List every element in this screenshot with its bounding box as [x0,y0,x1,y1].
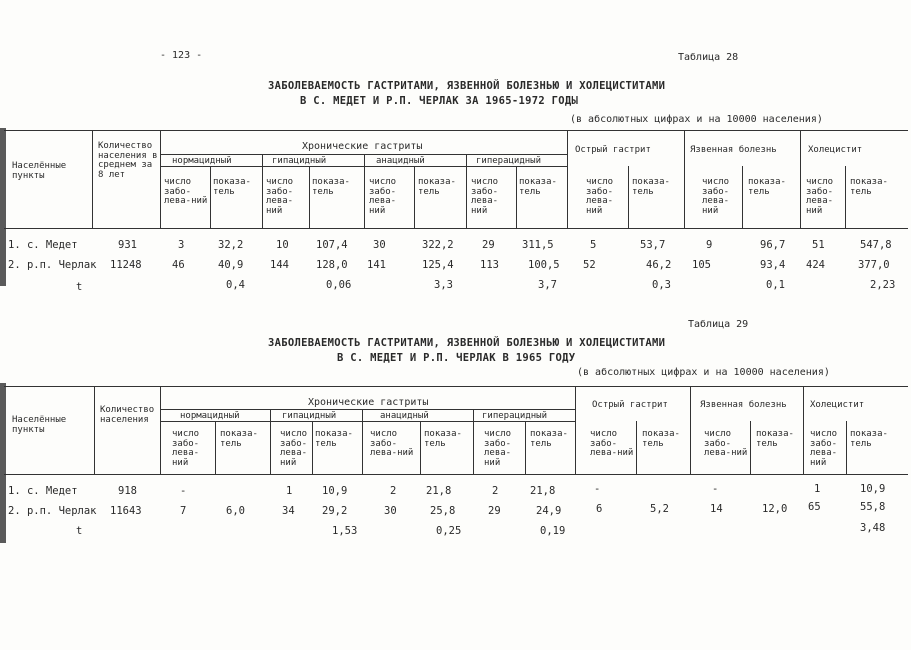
subheader-rate: показа-тель [850,429,888,449]
table-28-note: (в абсолютных цифрах и на 10000 населения) [570,114,823,125]
subheader-cases: число забо-лева-ний [164,177,208,206]
cell: 21,8 [530,485,556,497]
subheader-rate: показа-тель [418,177,456,197]
subheader-rate: показа-тель [312,177,350,197]
header-normacid: нормацидный [180,411,240,421]
table-28-title-line1: ЗАБОЛЕВАЕМОСТЬ ГАСТРИТАМИ, ЯЗВЕННОЙ БОЛЕЗНЬЮ И ХОЛЕЦИСТИТАМИ [268,80,666,92]
header-normacid: нормацидный [172,156,232,166]
cell: - [594,483,601,495]
header-settlements: Населённые пункты [12,415,67,435]
header-peptic-ulcer: Язвенная болезнь [690,145,777,155]
t-value: 0,25 [436,525,462,537]
cell: 6 [596,503,603,515]
subheader-rate: показа-тель [748,177,786,197]
subheader-rate: показа-тель [213,177,251,197]
cell: 3 [178,239,185,251]
cell: 30 [373,239,386,251]
subheader-rate: показа-тель [850,177,888,197]
cell: 40,9 [218,259,244,271]
row-pop-medet: 931 [118,239,137,251]
cell: 141 [367,259,386,271]
t-statistic-label: t [76,525,83,537]
t-value: 0,4 [226,279,245,291]
row-pop-cherlak: 11248 [110,259,142,271]
subheader-rate: показа-тель [632,177,670,197]
cell: 2 [390,485,397,497]
subheader-cases: число забо-лева-ний [471,177,499,216]
cell: 424 [806,259,825,271]
cell: 12,0 [762,503,788,515]
cell: 10,9 [860,483,886,495]
subheader-cases: число забо-лева-ний [810,429,838,468]
cell: 53,7 [640,239,666,251]
cell: 29 [488,505,501,517]
subheader-cases: число забо-лева-ний [370,429,414,458]
subheader-rate: показа-тель [519,177,557,197]
header-anacid: анацидный [376,156,425,166]
cell: 311,5 [522,239,554,251]
row-name-cherlak: 2. р.п. Черлак [8,505,97,517]
cell: 377,0 [858,259,890,271]
page-number: - 123 - [160,50,203,61]
subheader-rate: показа-тель [756,429,794,449]
row-name-cherlak: 2. р.п. Черлак [8,259,97,271]
cell: 46,2 [646,259,672,271]
cell: 2 [492,485,499,497]
header-chronic-gastritis: Хронические гастриты [308,397,429,408]
header-acute-gastritis: Острый гастрит [592,400,668,410]
cell: 5 [590,239,597,251]
cell: 113 [480,259,499,271]
t-value: 0,3 [652,279,671,291]
subheader-cases: число забо-лева-ний [806,177,834,216]
cell: 29 [482,239,495,251]
subheader-cases: число забо-лева-ний [369,177,397,216]
cell: 52 [583,259,596,271]
cell: 24,9 [536,505,562,517]
header-cholecystitis: Холецистит [810,400,865,410]
cell: 322,2 [422,239,454,251]
table-28-label: Таблица 28 [678,52,739,63]
cell: 128,0 [316,259,348,271]
cell: 46 [172,259,185,271]
header-hypacid: гипацидный [272,156,327,166]
t-value: 1,53 [332,525,358,537]
t-statistic-label: t [76,281,83,293]
t-value: 0,06 [326,279,352,291]
subheader-cases: число забо-лева-ний [702,177,730,216]
table-29-label: Таблица 29 [688,319,749,330]
scan-edge [0,128,6,286]
header-settlements: Населённые пункты [12,161,67,181]
subheader-cases: число забо-лева-ний [280,429,308,468]
cell: 29,2 [322,505,348,517]
t-value: 0,19 [540,525,566,537]
t-value: 3,3 [434,279,453,291]
table-29-note: (в абсолютных цифрах и на 10000 населения) [577,367,830,378]
cell: 144 [270,259,289,271]
t-value: 3,7 [538,279,557,291]
header-population: Количество населения в среднем за 8 лет [98,141,158,180]
cell: 51 [812,239,825,251]
t-value: 2,23 [870,279,896,291]
table-29-title-line2: В С. МЕДЕТ И Р.П. ЧЕРЛАК В 1965 ГОДУ [337,352,576,364]
cell: 32,2 [218,239,244,251]
cell: 6,0 [226,505,245,517]
subheader-rate: показа-тель [315,429,353,449]
row-name-medet: 1. с. Медет [8,239,78,251]
cell: 1 [814,483,821,495]
cell: 7 [180,505,187,517]
cell: 5,2 [650,503,669,515]
t-value: 3,48 [860,522,886,534]
header-peptic-ulcer: Язвенная болезнь [700,400,787,410]
header-hyperacid: гиперацидный [482,411,548,421]
cell: 30 [384,505,397,517]
subheader-cases: число забо-лева-ний [266,177,294,216]
cell: 10 [276,239,289,251]
subheader-cases: число забо-лева-ний [484,429,512,468]
cell: 21,8 [426,485,452,497]
header-cholecystitis: Холецистит [808,145,863,155]
cell: 105 [692,259,711,271]
cell: - [712,483,719,495]
header-acute-gastritis: Острый гастрит [575,145,651,155]
subheader-rate: показа-тель [220,429,258,449]
subheader-rate: показа-тель [530,429,568,449]
cell: 100,5 [528,259,560,271]
cell: 547,8 [860,239,892,251]
header-hyperacid: гиперацидный [476,156,542,166]
cell: 125,4 [422,259,454,271]
table-29-title-line1: ЗАБОЛЕВАЕМОСТЬ ГАСТРИТАМИ, ЯЗВЕННОЙ БОЛЕЗНЬЮ И ХОЛЕЦИСТИТАМИ [268,337,666,349]
table-28-title-line2: В С. МЕДЕТ И Р.П. ЧЕРЛАК ЗА 1965-1972 ГОДЫ [300,95,579,107]
cell: 14 [710,503,723,515]
cell: - [180,485,187,497]
cell: 1 [286,485,293,497]
subheader-rate: показа-тель [642,429,680,449]
row-pop-medet: 918 [118,485,137,497]
header-chronic-gastritis: Хронические гастриты [302,141,423,152]
header-hypacid: гипацидный [282,411,337,421]
cell: 10,9 [322,485,348,497]
subheader-cases: число забо-лева-ний [172,429,200,468]
cell: 55,8 [860,501,886,513]
cell: 107,4 [316,239,348,251]
cell: 93,4 [760,259,786,271]
cell: 96,7 [760,239,786,251]
scan-edge [0,383,6,543]
cell: 34 [282,505,295,517]
subheader-cases: число забо-лева-ний [586,177,614,216]
row-name-medet: 1. с. Медет [8,485,78,497]
cell: 9 [706,239,713,251]
subheader-rate: показа-тель [424,429,462,449]
header-anacid: анацидный [380,411,429,421]
cell: 25,8 [430,505,456,517]
subheader-cases: число забо-лева-ний [704,429,748,458]
subheader-cases: число забо-лева-ний [590,429,634,458]
cell: 65 [808,501,821,513]
header-population: Количество населения [100,405,155,425]
row-pop-cherlak: 11643 [110,505,142,517]
t-value: 0,1 [766,279,785,291]
